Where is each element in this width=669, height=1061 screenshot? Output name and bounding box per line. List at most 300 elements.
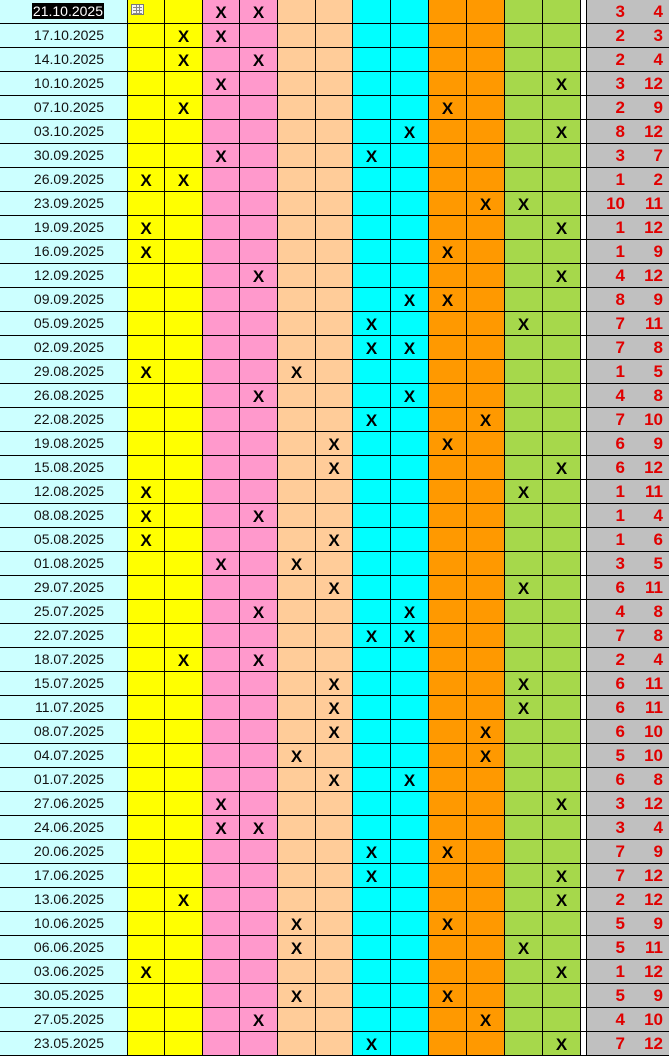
- number-cell-4[interactable]: [240, 192, 278, 216]
- number-cell-4[interactable]: [240, 960, 278, 984]
- number-cell-8[interactable]: [391, 816, 429, 840]
- number-cell-6[interactable]: [316, 408, 353, 432]
- number-cell-5[interactable]: [278, 360, 316, 384]
- number-cell-6[interactable]: [316, 240, 353, 264]
- number-cell-2[interactable]: [165, 768, 203, 792]
- result-cell[interactable]: [587, 888, 669, 912]
- number-cell-5[interactable]: [278, 888, 316, 912]
- number-cell-4[interactable]: [240, 696, 278, 720]
- number-cell-10[interactable]: [467, 384, 505, 408]
- number-cell-11[interactable]: [505, 72, 543, 96]
- number-cell-7[interactable]: [353, 288, 391, 312]
- number-cell-9[interactable]: [429, 504, 467, 528]
- number-cell-12[interactable]: [543, 888, 581, 912]
- number-cell-11[interactable]: [505, 960, 543, 984]
- number-cell-5[interactable]: [278, 816, 316, 840]
- result-cell[interactable]: [587, 336, 669, 360]
- number-cell-3[interactable]: [203, 72, 240, 96]
- number-cell-12[interactable]: [543, 528, 581, 552]
- number-cell-4[interactable]: [240, 456, 278, 480]
- number-cell-3[interactable]: [203, 768, 240, 792]
- number-cell-4[interactable]: [240, 24, 278, 48]
- number-cell-9[interactable]: [429, 624, 467, 648]
- number-cell-10[interactable]: [467, 96, 505, 120]
- date-cell[interactable]: [0, 192, 128, 216]
- number-cell-7[interactable]: [353, 0, 391, 24]
- number-cell-8[interactable]: [391, 576, 429, 600]
- number-cell-4[interactable]: [240, 288, 278, 312]
- number-cell-4[interactable]: [240, 312, 278, 336]
- number-cell-11[interactable]: [505, 288, 543, 312]
- number-cell-5[interactable]: [278, 984, 316, 1008]
- number-cell-6[interactable]: [316, 984, 353, 1008]
- number-cell-5[interactable]: [278, 288, 316, 312]
- number-cell-9[interactable]: [429, 696, 467, 720]
- number-cell-2[interactable]: [165, 120, 203, 144]
- number-cell-3[interactable]: [203, 120, 240, 144]
- number-cell-7[interactable]: [353, 888, 391, 912]
- number-cell-3[interactable]: [203, 600, 240, 624]
- number-cell-5[interactable]: [278, 312, 316, 336]
- number-cell-10[interactable]: [467, 960, 505, 984]
- number-cell-12[interactable]: [543, 816, 581, 840]
- number-cell-11[interactable]: [505, 888, 543, 912]
- number-cell-8[interactable]: [391, 1008, 429, 1032]
- number-cell-1[interactable]: [128, 720, 165, 744]
- number-cell-3[interactable]: [203, 840, 240, 864]
- number-cell-10[interactable]: [467, 840, 505, 864]
- number-cell-11[interactable]: [505, 216, 543, 240]
- result-cell[interactable]: [587, 24, 669, 48]
- number-cell-6[interactable]: [316, 456, 353, 480]
- number-cell-9[interactable]: [429, 408, 467, 432]
- number-cell-2[interactable]: [165, 696, 203, 720]
- number-cell-11[interactable]: [505, 1032, 543, 1056]
- number-cell-7[interactable]: [353, 1032, 391, 1056]
- number-cell-6[interactable]: [316, 336, 353, 360]
- number-cell-7[interactable]: [353, 864, 391, 888]
- number-cell-4[interactable]: [240, 408, 278, 432]
- number-cell-12[interactable]: [543, 648, 581, 672]
- number-cell-12[interactable]: [543, 360, 581, 384]
- number-cell-1[interactable]: [128, 480, 165, 504]
- number-cell-8[interactable]: [391, 288, 429, 312]
- number-cell-2[interactable]: [165, 984, 203, 1008]
- result-cell[interactable]: [587, 216, 669, 240]
- number-cell-5[interactable]: [278, 840, 316, 864]
- number-cell-2[interactable]: [165, 792, 203, 816]
- number-cell-5[interactable]: [278, 144, 316, 168]
- number-cell-1[interactable]: [128, 216, 165, 240]
- number-cell-8[interactable]: [391, 0, 429, 24]
- number-cell-10[interactable]: [467, 144, 505, 168]
- date-cell[interactable]: [0, 144, 128, 168]
- date-cell[interactable]: [0, 0, 128, 24]
- result-cell[interactable]: [587, 168, 669, 192]
- number-cell-10[interactable]: [467, 48, 505, 72]
- number-cell-12[interactable]: [543, 624, 581, 648]
- number-cell-5[interactable]: [278, 504, 316, 528]
- number-cell-9[interactable]: [429, 912, 467, 936]
- number-cell-12[interactable]: [543, 48, 581, 72]
- number-cell-11[interactable]: [505, 480, 543, 504]
- number-cell-7[interactable]: [353, 648, 391, 672]
- result-cell[interactable]: [587, 360, 669, 384]
- number-cell-5[interactable]: [278, 1032, 316, 1056]
- number-cell-12[interactable]: [543, 936, 581, 960]
- number-cell-2[interactable]: [165, 912, 203, 936]
- number-cell-10[interactable]: [467, 936, 505, 960]
- number-cell-1[interactable]: [128, 72, 165, 96]
- number-cell-9[interactable]: [429, 336, 467, 360]
- number-cell-5[interactable]: [278, 24, 316, 48]
- number-cell-10[interactable]: [467, 768, 505, 792]
- number-cell-1[interactable]: [128, 960, 165, 984]
- number-cell-3[interactable]: [203, 888, 240, 912]
- result-cell[interactable]: [587, 144, 669, 168]
- number-cell-1[interactable]: [128, 288, 165, 312]
- paste-options-icon[interactable]: [131, 4, 144, 15]
- number-cell-12[interactable]: [543, 120, 581, 144]
- number-cell-2[interactable]: [165, 432, 203, 456]
- result-cell[interactable]: [587, 936, 669, 960]
- number-cell-5[interactable]: [278, 1008, 316, 1032]
- number-cell-4[interactable]: [240, 384, 278, 408]
- number-cell-3[interactable]: [203, 576, 240, 600]
- number-cell-8[interactable]: [391, 96, 429, 120]
- number-cell-8[interactable]: [391, 408, 429, 432]
- number-cell-4[interactable]: [240, 768, 278, 792]
- number-cell-6[interactable]: [316, 960, 353, 984]
- number-cell-2[interactable]: [165, 936, 203, 960]
- result-cell[interactable]: [587, 480, 669, 504]
- result-cell[interactable]: [587, 552, 669, 576]
- number-cell-11[interactable]: [505, 720, 543, 744]
- number-cell-7[interactable]: [353, 744, 391, 768]
- number-cell-3[interactable]: [203, 216, 240, 240]
- number-cell-2[interactable]: [165, 312, 203, 336]
- number-cell-5[interactable]: [278, 480, 316, 504]
- number-cell-11[interactable]: [505, 1008, 543, 1032]
- number-cell-11[interactable]: [505, 504, 543, 528]
- number-cell-8[interactable]: [391, 384, 429, 408]
- number-cell-5[interactable]: [278, 696, 316, 720]
- number-cell-12[interactable]: [543, 264, 581, 288]
- result-cell[interactable]: [587, 408, 669, 432]
- number-cell-6[interactable]: [316, 168, 353, 192]
- date-cell[interactable]: [0, 600, 128, 624]
- number-cell-6[interactable]: [316, 840, 353, 864]
- number-cell-12[interactable]: [543, 576, 581, 600]
- number-cell-11[interactable]: [505, 384, 543, 408]
- number-cell-12[interactable]: [543, 552, 581, 576]
- date-cell[interactable]: [0, 384, 128, 408]
- date-cell[interactable]: [0, 480, 128, 504]
- number-cell-9[interactable]: [429, 888, 467, 912]
- date-cell[interactable]: [0, 864, 128, 888]
- number-cell-9[interactable]: [429, 480, 467, 504]
- number-cell-6[interactable]: [316, 864, 353, 888]
- result-cell[interactable]: [587, 288, 669, 312]
- result-cell[interactable]: [587, 960, 669, 984]
- number-cell-5[interactable]: [278, 600, 316, 624]
- number-cell-6[interactable]: [316, 312, 353, 336]
- number-cell-8[interactable]: [391, 504, 429, 528]
- number-cell-1[interactable]: [128, 144, 165, 168]
- number-cell-1[interactable]: [128, 744, 165, 768]
- number-cell-1[interactable]: [128, 600, 165, 624]
- date-cell[interactable]: [0, 264, 128, 288]
- number-cell-5[interactable]: [278, 624, 316, 648]
- number-cell-12[interactable]: [543, 1032, 581, 1056]
- number-cell-1[interactable]: [128, 648, 165, 672]
- number-cell-7[interactable]: [353, 336, 391, 360]
- date-cell[interactable]: [0, 960, 128, 984]
- number-cell-6[interactable]: [316, 0, 353, 24]
- result-cell[interactable]: [587, 840, 669, 864]
- result-cell[interactable]: [587, 696, 669, 720]
- number-cell-1[interactable]: [128, 408, 165, 432]
- result-cell[interactable]: [587, 864, 669, 888]
- number-cell-3[interactable]: [203, 312, 240, 336]
- number-cell-11[interactable]: [505, 456, 543, 480]
- number-cell-11[interactable]: [505, 144, 543, 168]
- number-cell-3[interactable]: [203, 816, 240, 840]
- number-cell-6[interactable]: [316, 264, 353, 288]
- number-cell-9[interactable]: [429, 240, 467, 264]
- number-cell-5[interactable]: [278, 240, 316, 264]
- number-cell-2[interactable]: [165, 816, 203, 840]
- number-cell-7[interactable]: [353, 72, 391, 96]
- number-cell-6[interactable]: [316, 672, 353, 696]
- number-cell-10[interactable]: [467, 0, 505, 24]
- number-cell-5[interactable]: [278, 72, 316, 96]
- number-cell-6[interactable]: [316, 120, 353, 144]
- number-cell-3[interactable]: [203, 192, 240, 216]
- number-cell-2[interactable]: [165, 96, 203, 120]
- number-cell-2[interactable]: [165, 216, 203, 240]
- number-cell-12[interactable]: [543, 840, 581, 864]
- number-cell-7[interactable]: [353, 312, 391, 336]
- number-cell-5[interactable]: [278, 408, 316, 432]
- number-cell-4[interactable]: [240, 168, 278, 192]
- number-cell-12[interactable]: [543, 768, 581, 792]
- number-cell-3[interactable]: [203, 408, 240, 432]
- number-cell-1[interactable]: [128, 96, 165, 120]
- number-cell-5[interactable]: [278, 648, 316, 672]
- number-cell-6[interactable]: [316, 552, 353, 576]
- date-cell[interactable]: [0, 912, 128, 936]
- number-cell-6[interactable]: [316, 1032, 353, 1056]
- number-cell-6[interactable]: [316, 816, 353, 840]
- number-cell-5[interactable]: [278, 192, 316, 216]
- number-cell-8[interactable]: [391, 624, 429, 648]
- date-cell[interactable]: [0, 216, 128, 240]
- number-cell-9[interactable]: [429, 1032, 467, 1056]
- number-cell-8[interactable]: [391, 792, 429, 816]
- number-cell-8[interactable]: [391, 240, 429, 264]
- number-cell-6[interactable]: [316, 504, 353, 528]
- number-cell-5[interactable]: [278, 720, 316, 744]
- number-cell-9[interactable]: [429, 168, 467, 192]
- number-cell-1[interactable]: [128, 552, 165, 576]
- number-cell-8[interactable]: [391, 192, 429, 216]
- number-cell-2[interactable]: [165, 528, 203, 552]
- number-cell-5[interactable]: [278, 528, 316, 552]
- number-cell-10[interactable]: [467, 264, 505, 288]
- number-cell-9[interactable]: [429, 192, 467, 216]
- number-cell-2[interactable]: [165, 192, 203, 216]
- number-cell-2[interactable]: [165, 240, 203, 264]
- number-cell-3[interactable]: [203, 360, 240, 384]
- number-cell-11[interactable]: [505, 600, 543, 624]
- number-cell-4[interactable]: [240, 264, 278, 288]
- number-cell-11[interactable]: [505, 168, 543, 192]
- number-cell-5[interactable]: [278, 912, 316, 936]
- number-cell-4[interactable]: [240, 864, 278, 888]
- number-cell-5[interactable]: [278, 960, 316, 984]
- number-cell-9[interactable]: [429, 840, 467, 864]
- number-cell-4[interactable]: [240, 1008, 278, 1032]
- number-cell-4[interactable]: [240, 576, 278, 600]
- number-cell-3[interactable]: [203, 960, 240, 984]
- number-cell-8[interactable]: [391, 960, 429, 984]
- date-cell[interactable]: [0, 1008, 128, 1032]
- number-cell-10[interactable]: [467, 744, 505, 768]
- number-cell-8[interactable]: [391, 768, 429, 792]
- number-cell-10[interactable]: [467, 72, 505, 96]
- number-cell-3[interactable]: [203, 624, 240, 648]
- number-cell-6[interactable]: [316, 48, 353, 72]
- number-cell-6[interactable]: [316, 936, 353, 960]
- number-cell-6[interactable]: [316, 624, 353, 648]
- number-cell-2[interactable]: [165, 288, 203, 312]
- number-cell-4[interactable]: [240, 480, 278, 504]
- number-cell-8[interactable]: [391, 120, 429, 144]
- number-cell-4[interactable]: [240, 96, 278, 120]
- date-cell[interactable]: [0, 96, 128, 120]
- number-cell-1[interactable]: [128, 264, 165, 288]
- date-cell[interactable]: [0, 672, 128, 696]
- number-cell-9[interactable]: [429, 600, 467, 624]
- number-cell-6[interactable]: [316, 24, 353, 48]
- date-cell[interactable]: [0, 456, 128, 480]
- number-cell-4[interactable]: [240, 792, 278, 816]
- result-cell[interactable]: [587, 792, 669, 816]
- number-cell-5[interactable]: [278, 576, 316, 600]
- number-cell-2[interactable]: [165, 672, 203, 696]
- number-cell-10[interactable]: [467, 288, 505, 312]
- number-cell-11[interactable]: [505, 360, 543, 384]
- date-cell[interactable]: [0, 360, 128, 384]
- number-cell-4[interactable]: [240, 888, 278, 912]
- number-cell-11[interactable]: [505, 96, 543, 120]
- number-cell-6[interactable]: [316, 576, 353, 600]
- result-cell[interactable]: [587, 1032, 669, 1056]
- number-cell-12[interactable]: [543, 288, 581, 312]
- number-cell-1[interactable]: [128, 528, 165, 552]
- number-cell-7[interactable]: [353, 264, 391, 288]
- number-cell-7[interactable]: [353, 144, 391, 168]
- number-cell-6[interactable]: [316, 768, 353, 792]
- number-cell-3[interactable]: [203, 744, 240, 768]
- result-cell[interactable]: [587, 816, 669, 840]
- number-cell-1[interactable]: [128, 48, 165, 72]
- number-cell-4[interactable]: [240, 648, 278, 672]
- number-cell-4[interactable]: [240, 48, 278, 72]
- result-cell[interactable]: [587, 72, 669, 96]
- number-cell-6[interactable]: [316, 720, 353, 744]
- number-cell-1[interactable]: [128, 24, 165, 48]
- number-cell-8[interactable]: [391, 696, 429, 720]
- number-cell-10[interactable]: [467, 1032, 505, 1056]
- number-cell-9[interactable]: [429, 216, 467, 240]
- number-cell-7[interactable]: [353, 600, 391, 624]
- number-cell-12[interactable]: [543, 24, 581, 48]
- number-cell-10[interactable]: [467, 696, 505, 720]
- number-cell-10[interactable]: [467, 984, 505, 1008]
- number-cell-11[interactable]: [505, 840, 543, 864]
- result-cell[interactable]: [587, 432, 669, 456]
- number-cell-9[interactable]: [429, 144, 467, 168]
- date-cell[interactable]: [0, 336, 128, 360]
- number-cell-11[interactable]: [505, 936, 543, 960]
- number-cell-7[interactable]: [353, 192, 391, 216]
- date-cell[interactable]: [0, 936, 128, 960]
- number-cell-4[interactable]: [240, 600, 278, 624]
- number-cell-2[interactable]: [165, 1032, 203, 1056]
- result-cell[interactable]: [587, 912, 669, 936]
- number-cell-2[interactable]: [165, 744, 203, 768]
- result-cell[interactable]: [587, 720, 669, 744]
- number-cell-6[interactable]: [316, 600, 353, 624]
- date-cell[interactable]: [0, 552, 128, 576]
- result-cell[interactable]: [587, 984, 669, 1008]
- number-cell-5[interactable]: [278, 0, 316, 24]
- number-cell-3[interactable]: [203, 648, 240, 672]
- number-cell-3[interactable]: [203, 696, 240, 720]
- number-cell-10[interactable]: [467, 1008, 505, 1032]
- number-cell-12[interactable]: [543, 216, 581, 240]
- number-cell-7[interactable]: [353, 792, 391, 816]
- number-cell-7[interactable]: [353, 504, 391, 528]
- number-cell-11[interactable]: [505, 744, 543, 768]
- number-cell-1[interactable]: [128, 912, 165, 936]
- number-cell-4[interactable]: [240, 120, 278, 144]
- number-cell-5[interactable]: [278, 432, 316, 456]
- number-cell-5[interactable]: [278, 792, 316, 816]
- number-cell-10[interactable]: [467, 24, 505, 48]
- number-cell-8[interactable]: [391, 1032, 429, 1056]
- date-cell[interactable]: [0, 528, 128, 552]
- number-cell-4[interactable]: [240, 0, 278, 24]
- number-cell-8[interactable]: [391, 864, 429, 888]
- result-cell[interactable]: [587, 192, 669, 216]
- result-cell[interactable]: [587, 456, 669, 480]
- number-cell-9[interactable]: [429, 552, 467, 576]
- number-cell-6[interactable]: [316, 360, 353, 384]
- number-cell-9[interactable]: [429, 720, 467, 744]
- number-cell-2[interactable]: [165, 648, 203, 672]
- number-cell-1[interactable]: [128, 504, 165, 528]
- number-cell-8[interactable]: [391, 648, 429, 672]
- number-cell-2[interactable]: [165, 840, 203, 864]
- number-cell-4[interactable]: [240, 744, 278, 768]
- number-cell-9[interactable]: [429, 120, 467, 144]
- number-cell-3[interactable]: [203, 24, 240, 48]
- date-cell[interactable]: [0, 792, 128, 816]
- number-cell-4[interactable]: [240, 360, 278, 384]
